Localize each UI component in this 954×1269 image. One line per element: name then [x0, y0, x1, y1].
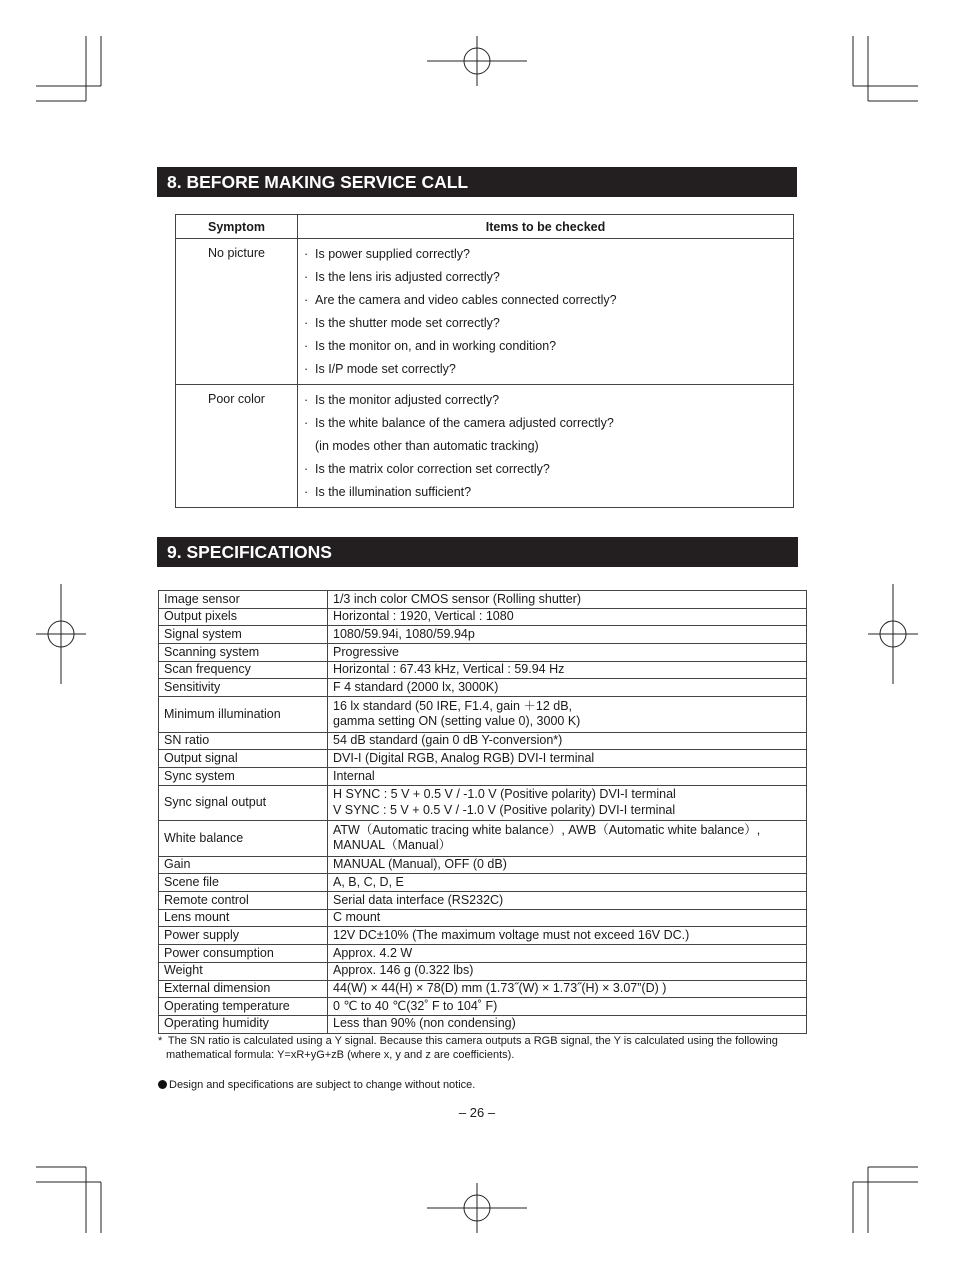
symptom-cell: [176, 239, 298, 385]
table-row: [159, 892, 807, 910]
spec-value: 0 ℃ to 40 ℃(32˚ F to 104˚ F): [328, 998, 807, 1016]
list-item: [304, 266, 793, 289]
check-text: Is the lens iris adjusted correctly?: [315, 270, 500, 284]
bullet: ·: [304, 270, 309, 284]
table-row: [159, 998, 807, 1016]
table-row: [176, 385, 794, 508]
table-row: [159, 661, 807, 679]
spec-value: C mount: [328, 909, 807, 927]
list-item: [304, 435, 793, 458]
spec-label: Output signal: [159, 750, 328, 768]
spec-label: Signal system: [159, 626, 328, 644]
spec-value: 12V DC±10% (The maximum voltage must not exceed 16V DC.): [328, 927, 807, 945]
bullet: ·: [304, 339, 309, 353]
symptom-header: Symptom: [176, 215, 298, 239]
list-item: [304, 243, 793, 266]
check-text: Is the shutter mode set correctly?: [315, 316, 500, 330]
spec-value: [328, 785, 807, 821]
table-row: [176, 239, 794, 385]
spec-value-line: ATW（Automatic tracing white balance）, AWB（Automatic white balance）,: [333, 822, 761, 837]
list-item: [304, 289, 793, 312]
table-row: [159, 750, 807, 768]
spec-value: Approx. 4.2 W: [328, 945, 807, 963]
table-header-row: [176, 215, 794, 239]
table-row: [159, 591, 807, 609]
table-row: [159, 945, 807, 963]
spec-value-line: MANUAL（Manual）: [333, 838, 452, 853]
spec-value: F 4 standard (2000 lx, 3000K): [328, 679, 807, 697]
spec-label: Power supply: [159, 927, 328, 945]
table-row: [159, 927, 807, 945]
bullet: ·: [304, 462, 309, 476]
specifications-table: [158, 590, 807, 1034]
table-row: [159, 785, 807, 821]
spec-value: DVI-I (Digital RGB, Analog RGB) DVI-I terminal: [328, 750, 807, 768]
spec-value: 1080/59.94i, 1080/59.94p: [328, 626, 807, 644]
spec-value-line: V SYNC : 5 V + 0.5 V / -1.0 V (Positive polarity) DVI-I terminal: [333, 802, 676, 817]
spec-label: Scanning system: [159, 644, 328, 662]
items-header: Items to be checked: [298, 215, 794, 239]
bullet: ·: [304, 416, 309, 430]
symptom-no-picture: No picture: [208, 246, 265, 260]
spec-value: 1/3 inch color CMOS sensor (Rolling shutter): [328, 591, 807, 609]
footnote-line: mathematical formula: Y=xR+yG+zB (where x, y and z are coefficients).: [166, 1049, 515, 1061]
spec-value: Horizontal : 1920, Vertical : 1080: [328, 608, 807, 626]
spec-label: SN ratio: [159, 732, 328, 750]
table-row: [159, 679, 807, 697]
check-text: Is the monitor on, and in working condition?: [315, 339, 557, 353]
spec-value: 54 dB standard (gain 0 dB Y-conversion*): [328, 732, 807, 750]
spec-value: Progressive: [328, 644, 807, 662]
table-row: [159, 732, 807, 750]
table-row: [159, 644, 807, 662]
spec-value: Less than 90% (non condensing): [328, 1015, 807, 1033]
symptom-poor-color: Poor color: [208, 392, 265, 406]
spec-label: Operating humidity: [159, 1015, 328, 1033]
spec-label: Operating temperature: [159, 998, 328, 1016]
check-text: Is the matrix color correction set correctly?: [315, 462, 550, 476]
spec-value-line: H SYNC : 5 V + 0.5 V / -1.0 V (Positive polarity) DVI-I terminal: [333, 787, 676, 802]
spec-label: Output pixels: [159, 608, 328, 626]
spec-label: Sensitivity: [159, 679, 328, 697]
spec-label: Weight: [159, 962, 328, 980]
bullet: ·: [304, 362, 309, 376]
table-row: [159, 608, 807, 626]
table-row: [159, 856, 807, 874]
section-9-title: 9. SPECIFICATIONS: [157, 537, 798, 567]
service-call-table: [175, 214, 794, 508]
spec-value: 44(W) × 44(H) × 78(D) mm (1.73˝(W) × 1.73˝(H) × 3.07”(D) ): [328, 980, 807, 998]
table-row: [159, 909, 807, 927]
spec-value: Approx. 146 g (0.322 lbs): [328, 962, 807, 980]
spec-value: Horizontal : 67.43 kHz, Vertical : 59.94 Hz: [328, 661, 807, 679]
list-item: [304, 335, 793, 358]
bullet: ·: [304, 293, 309, 307]
page-number: – 26 –: [458, 1105, 496, 1120]
table-row: [159, 980, 807, 998]
spec-label: Sync system: [159, 768, 328, 786]
disclaimer-text: Design and specifications are subject to change without notice.: [169, 1079, 476, 1091]
spec-label: Image sensor: [159, 591, 328, 609]
spec-value-line: gamma setting ON (setting value 0), 3000 K): [333, 714, 581, 729]
footnote: [158, 1034, 808, 1062]
list-item: [304, 458, 793, 481]
spec-value: [328, 697, 807, 733]
table-row: [159, 1015, 807, 1033]
list-item: [304, 389, 793, 412]
check-text: Is I/P mode set correctly?: [315, 362, 456, 376]
spec-label: Gain: [159, 856, 328, 874]
check-text: Are the camera and video cables connected correctly?: [315, 293, 617, 307]
bullet: ·: [304, 316, 309, 330]
spec-label: External dimension: [159, 980, 328, 998]
spec-label: Lens mount: [159, 909, 328, 927]
spec-label: White balance: [159, 821, 328, 857]
spec-value: Internal: [328, 768, 807, 786]
table-row: [159, 768, 807, 786]
check-text: Is the illumination sufficient?: [315, 485, 472, 499]
bullet: ·: [304, 247, 309, 261]
bullet-dot-icon: [158, 1080, 167, 1089]
check-text: Is power supplied correctly?: [315, 247, 470, 261]
spec-value: A, B, C, D, E: [328, 874, 807, 892]
disclaimer: [158, 1078, 475, 1092]
check-text: Is the white balance of the camera adjusted correctly?: [315, 416, 614, 430]
spec-value: [328, 821, 807, 857]
symptom-cell: [176, 385, 298, 508]
footnote-line: The SN ratio is calculated using a Y signal. Because this camera outputs a RGB signal, the Y is calculated using the following: [167, 1035, 778, 1047]
check-list: [298, 239, 793, 384]
spec-label: Power consumption: [159, 945, 328, 963]
list-item: [304, 481, 793, 504]
spec-label: Scan frequency: [159, 661, 328, 679]
spec-value: MANUAL (Manual), OFF (0 dB): [328, 856, 807, 874]
checks-cell: [298, 239, 794, 385]
table-row: [159, 626, 807, 644]
check-list: [298, 385, 793, 507]
table-row: [159, 697, 807, 733]
spec-label: Minimum illumination: [159, 697, 328, 733]
footnote-mark: *: [158, 1035, 163, 1047]
spec-label: Scene file: [159, 874, 328, 892]
bullet: ·: [304, 485, 309, 499]
section-8-title: 8. BEFORE MAKING SERVICE CALL: [157, 167, 797, 197]
table-row: [159, 962, 807, 980]
bullet: ·: [304, 393, 309, 407]
check-text: Is the monitor adjusted correctly?: [315, 393, 500, 407]
list-item: [304, 412, 793, 435]
list-item: [304, 358, 793, 381]
table-row: [159, 821, 807, 857]
spec-label: Remote control: [159, 892, 328, 910]
spec-value: Serial data interface (RS232C): [328, 892, 807, 910]
spec-value-line: 16 lx standard (50 IRE, F1.4, gain ＋12 dB,: [333, 698, 573, 713]
spec-label: Sync signal output: [159, 785, 328, 821]
list-item: [304, 312, 793, 335]
checks-cell: [298, 385, 794, 508]
check-text-continuation: (in modes other than automatic tracking): [315, 439, 539, 453]
table-row: [159, 874, 807, 892]
